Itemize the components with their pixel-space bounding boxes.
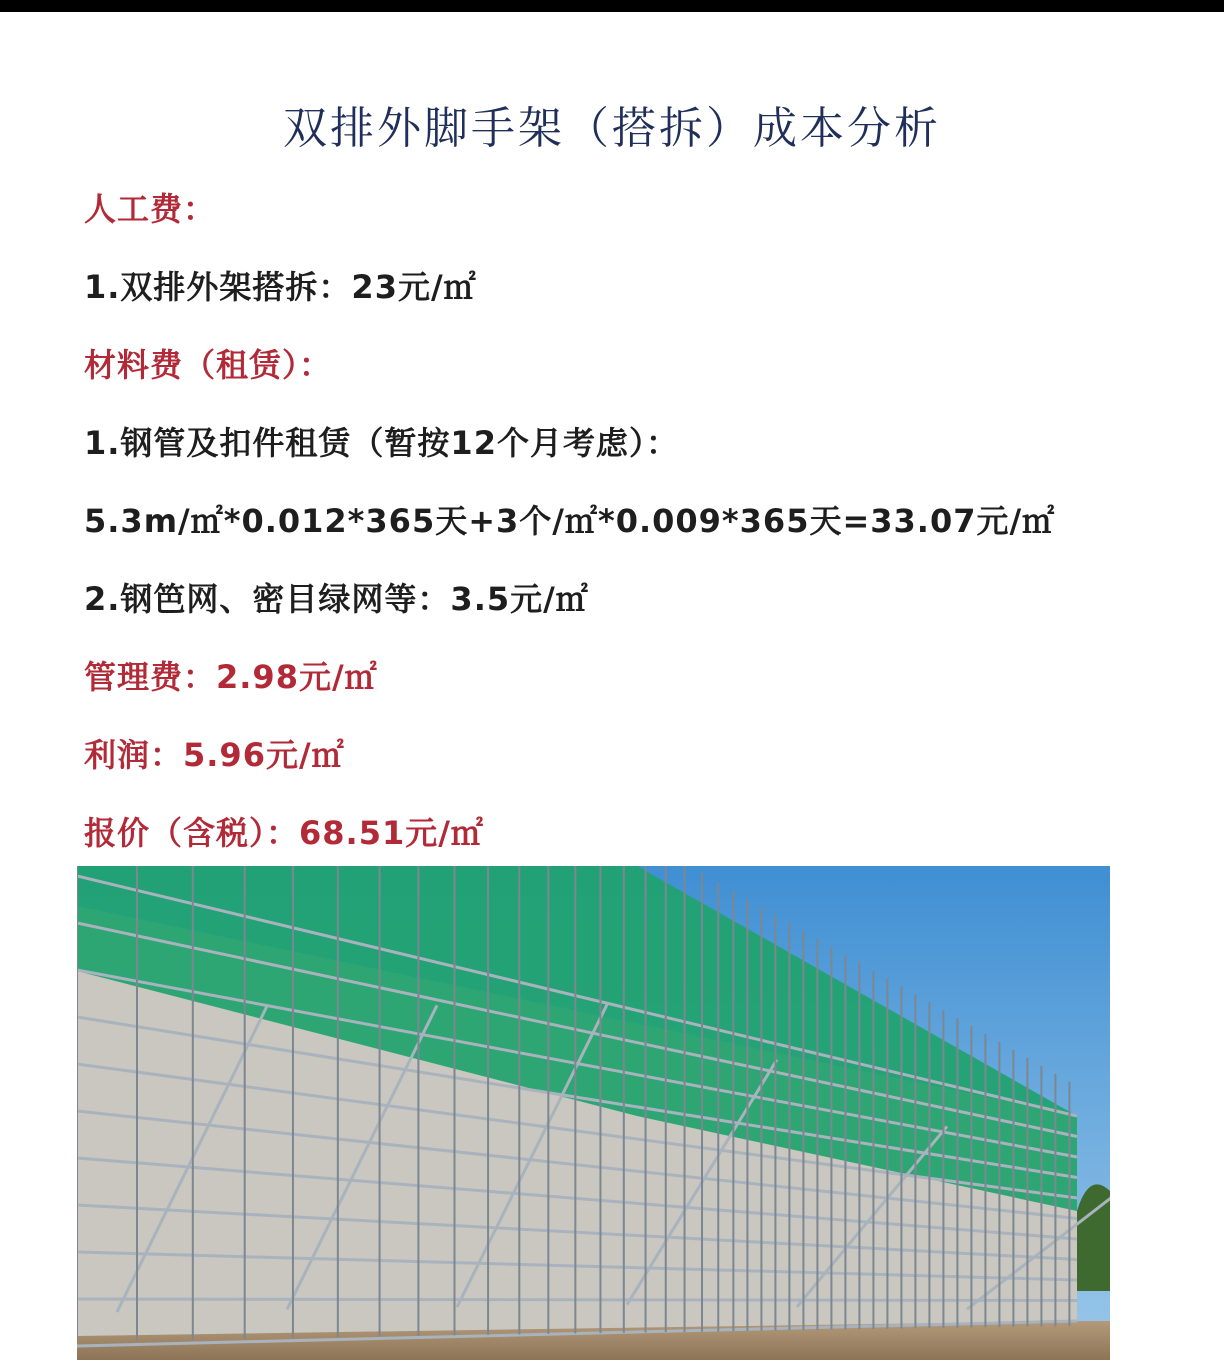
scaffold-ledger	[77, 1299, 1077, 1301]
quote: 报价（含税）：68.51元/㎡	[84, 814, 484, 852]
material-item-2: 2.钢笆网、密目绿网等：3.5元/㎡	[84, 580, 589, 618]
labor-item-1: 1.双排外架搭拆：23元/㎡	[84, 268, 477, 306]
profit: 利润：5.96元/㎡	[84, 736, 345, 774]
management-fee: 管理费：2.98元/㎡	[84, 658, 378, 696]
material-item-1: 1.钢管及扣件租赁（暂按12个月考虑）：	[84, 424, 679, 462]
material-formula: 5.3m/㎡*0.012*365天+3个/㎡*0.009*365天=33.07元/㎡	[84, 502, 1056, 540]
top-black-bar	[0, 0, 1224, 12]
material-heading: 材料费（租赁）：	[84, 346, 333, 384]
scaffolding-photo	[77, 866, 1110, 1360]
page-title: 双排外脚手架（搭拆）成本分析	[283, 103, 941, 154]
labor-heading: 人工费：	[84, 190, 217, 228]
